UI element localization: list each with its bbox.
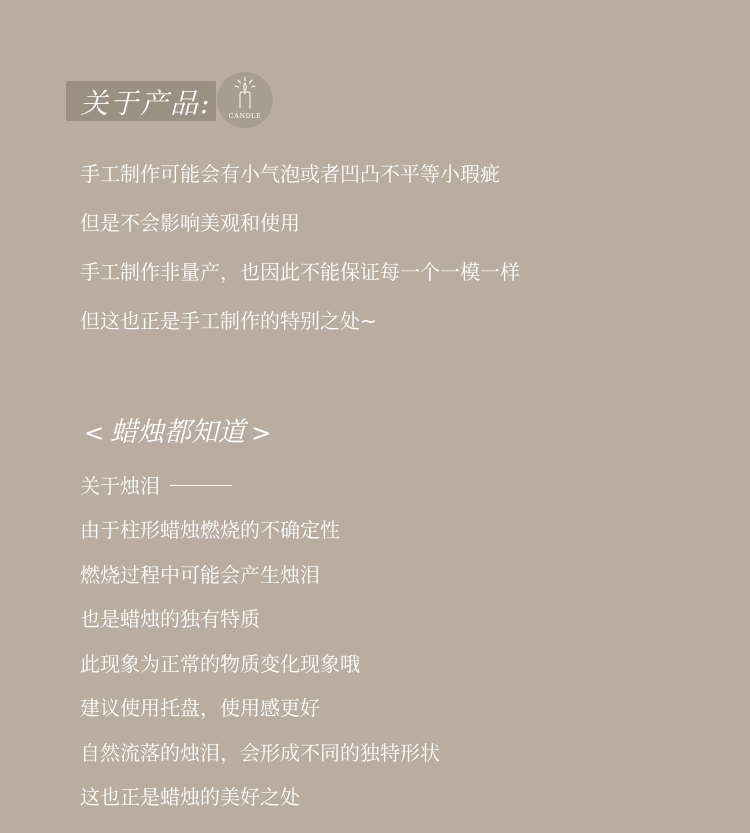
section-heading: [78, 410, 277, 449]
intro-line-1: 手工制作可能会有小气泡或者凹凸不平等小瑕疵: [80, 162, 500, 186]
tears-line-6: 自然流落的烛泪，会形成不同的独特形状: [80, 741, 440, 765]
intro-line-3: 手工制作非量产，也因此不能保证每一个一模一样: [80, 260, 520, 284]
tears-heading: [80, 474, 232, 498]
tears-line-1: 由于柱形蜡烛燃烧的不确定性: [80, 518, 340, 542]
section-open-bracket: <: [84, 419, 105, 447]
section-heading-text: 蜡烛都知道: [110, 417, 246, 448]
heading-divider-line: [170, 485, 232, 486]
tears-line-5: 建议使用托盘，使用感更好: [80, 696, 320, 720]
tears-heading-text: 关于烛泪: [80, 474, 160, 498]
intro-line-2: 但是不会影响美观和使用: [80, 211, 300, 235]
candle-badge: [217, 72, 273, 128]
intro-line-4: 但这也正是手工制作的特别之处~: [80, 309, 377, 333]
candle-badge-label: CANDLE: [228, 112, 262, 120]
tears-line-7: 这也正是蜡烛的美好之处: [80, 785, 300, 809]
tears-line-4: 此现象为正常的物质变化现象哦: [80, 652, 360, 676]
header-title: 关于产品:: [80, 87, 212, 120]
tears-line-3: 也是蜡烛的独有特质: [80, 607, 260, 631]
tears-line-2: 燃烧过程中可能会产生烛泪: [80, 563, 320, 587]
section-close-bracket: >: [251, 419, 272, 447]
